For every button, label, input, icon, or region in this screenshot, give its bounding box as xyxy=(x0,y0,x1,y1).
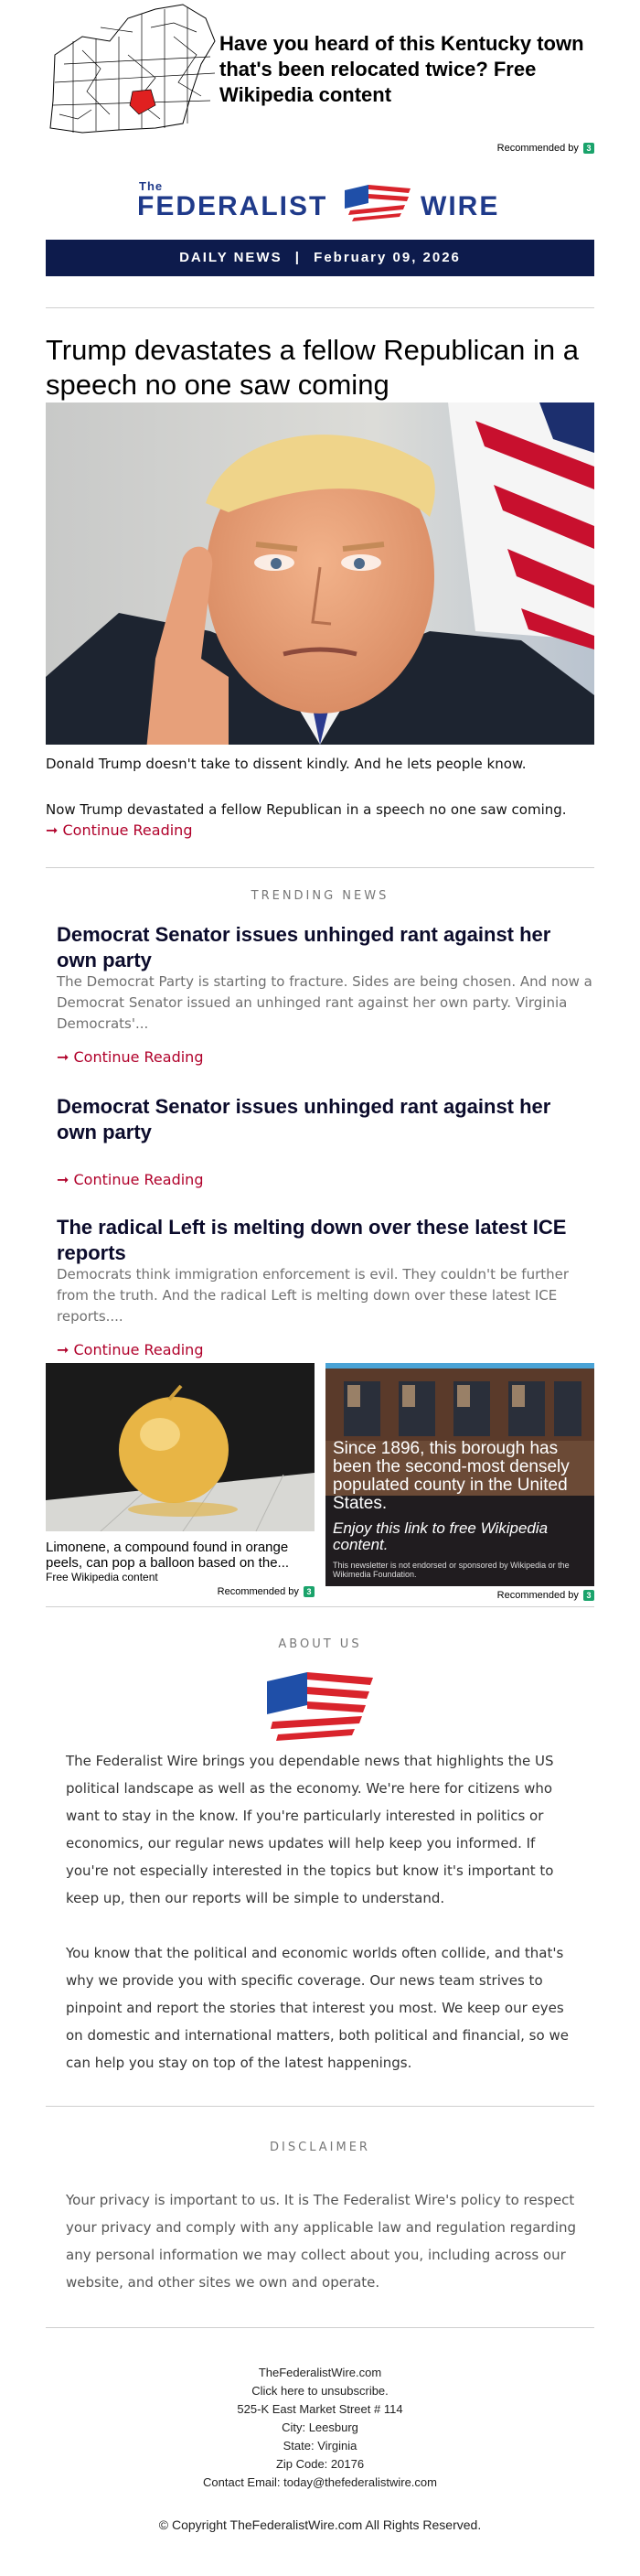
site-logo[interactable] xyxy=(91,179,549,225)
recommended-by[interactable] xyxy=(497,143,594,154)
main-story-summary: Now Trump devastated a fellow Republican in a speech no one saw coming. xyxy=(46,801,567,818)
main-story-image[interactable] xyxy=(46,402,594,745)
footer-site[interactable]: TheFederalistWire.com xyxy=(258,2366,382,2379)
footer-copyright: © Copyright TheFederalistWire.com All Rights Reserved. xyxy=(158,2517,482,2532)
ad-source-label: Free Wikipedia content xyxy=(46,1571,158,1583)
trending-item-1-title[interactable]: Democrat Senator issues unhinged rant against her own party xyxy=(57,923,551,971)
flag-emblem-icon xyxy=(263,1669,377,1745)
footer-address: 525-K East Market Street # 114 xyxy=(237,2402,403,2416)
flag-logo-icon xyxy=(341,183,412,223)
top-ad[interactable] xyxy=(46,0,594,156)
footer-email[interactable]: Contact Email: today@thefederalistwire.com xyxy=(203,2475,437,2489)
main-story-title[interactable]: Trump devastates a fellow Republican in a speech no one saw coming xyxy=(46,334,579,401)
trending-item-2-title[interactable]: Democrat Senator issues unhinged rant against her own party xyxy=(57,1095,551,1143)
divider xyxy=(46,2327,594,2328)
recommender-logo-icon: 3 xyxy=(583,143,594,154)
footer-state: State: Virginia xyxy=(283,2439,357,2453)
ad-cta-text[interactable]: Enjoy this link to free Wikipedia content. xyxy=(333,1519,549,1553)
about-paragraph-1: The Federalist Wire brings you dependable news that highlights the US political landscape as well as the economy. We're here for citizens who want to stay in the know. If you're particularly interested in politics or economics, our regular news updates will help keep you informed. If you're not especially interested in the topics but know it's important to keep up, then our reports will be simple to understand. xyxy=(66,1753,554,1906)
recommended-by[interactable] xyxy=(218,1586,315,1597)
recommender-logo-icon: 3 xyxy=(583,1590,594,1601)
trending-heading: TRENDING NEWS xyxy=(251,889,389,903)
top-ad-headline[interactable]: Have you heard of this Kentucky town that's been relocated twice? Free Wikipedia content xyxy=(219,32,584,106)
disclaimer-heading: DISCLAIMER xyxy=(270,2141,370,2154)
footer-city: City: Leesburg xyxy=(282,2420,358,2434)
logo-federalist: FEDERALIST xyxy=(137,191,328,221)
unsubscribe-link[interactable]: Click here to unsubscribe. xyxy=(251,2384,389,2398)
trending-item-3-title[interactable]: The radical Left is melting down over these latest ICE reports xyxy=(57,1216,567,1264)
disclaimer-text: Your privacy is important to us. It is The Federalist Wire's policy to respect your privacy and comply with any applicable law and regulation regarding any personal information we may collect about you, including across our website, and other sites we own and operate. xyxy=(66,2192,577,2291)
ad-image-borough xyxy=(325,1363,594,1586)
recommended-by-label: Recommended by xyxy=(496,143,579,154)
divider xyxy=(46,307,594,308)
trending-item-1-continue-link[interactable]: ➞ Continue Reading xyxy=(57,1048,204,1066)
date-bar xyxy=(46,240,594,276)
ad-overlay-text[interactable]: Since 1896, this borough has been the second-most densely populated county in the United States. xyxy=(333,1439,570,1513)
recommender-logo-icon: 3 xyxy=(304,1586,315,1597)
trending-item-3-desc: Democrats think immigration enforcement is evil. They couldn't be further from the truth. And the radical Left is melting down over these latest ICE reports.... xyxy=(57,1266,570,1325)
divider xyxy=(46,1606,594,1607)
main-continue-reading-link[interactable]: ➞ Continue Reading xyxy=(46,821,193,839)
date-separator: | xyxy=(294,250,301,265)
trending-item-2-continue-link[interactable]: ➞ Continue Reading xyxy=(57,1171,204,1188)
recommended-by-label: Recommended by xyxy=(496,1590,579,1601)
ad-image-balloon xyxy=(46,1363,315,1531)
divider xyxy=(46,2106,594,2107)
about-paragraph-2: You know that the political and economic worlds often collide, and that's why we provide you with specific coverage. Our news team strives to pinpoint and report the stories that interest you most. We keep our eyes on domestic and international matters, both political and financial, so we can help you stay on top of the latest happenings. xyxy=(66,1945,569,2071)
ad-caption-limonene[interactable]: Limonene, a compound found in orange peels, can pop a balloon based on the... xyxy=(46,1540,290,1571)
about-heading: ABOUT US xyxy=(278,1637,362,1651)
divider xyxy=(46,867,594,868)
ad-card-borough[interactable] xyxy=(325,1363,594,1601)
logo-the: The xyxy=(139,179,164,193)
kentucky-map-image xyxy=(46,0,219,137)
ad-card-limonene[interactable] xyxy=(46,1363,315,1601)
main-story-caption: Donald Trump doesn't take to dissent kindly. And he lets people know. xyxy=(46,756,527,772)
footer-zip: Zip Code: 20176 xyxy=(275,2457,365,2471)
recommended-by-label: Recommended by xyxy=(217,1586,299,1597)
trending-item-1-desc: The Democrat Party is starting to fracture. Sides are being chosen. And now a Democrat Senator issued an unhinged rant against her own party. Virginia Democrats'... xyxy=(57,973,592,1032)
trending-item-3-continue-link[interactable]: ➞ Continue Reading xyxy=(57,1341,204,1358)
recommended-by[interactable] xyxy=(497,1590,594,1601)
daily-news-label: DAILY NEWS xyxy=(179,250,283,265)
logo-wire: WIRE xyxy=(421,191,500,221)
ad-disclaimer-text: This newsletter is not endorsed or sponsored by Wikipedia or the Wikimedia Foundation. xyxy=(333,1561,570,1579)
issue-date: February 09, 2026 xyxy=(314,250,461,265)
